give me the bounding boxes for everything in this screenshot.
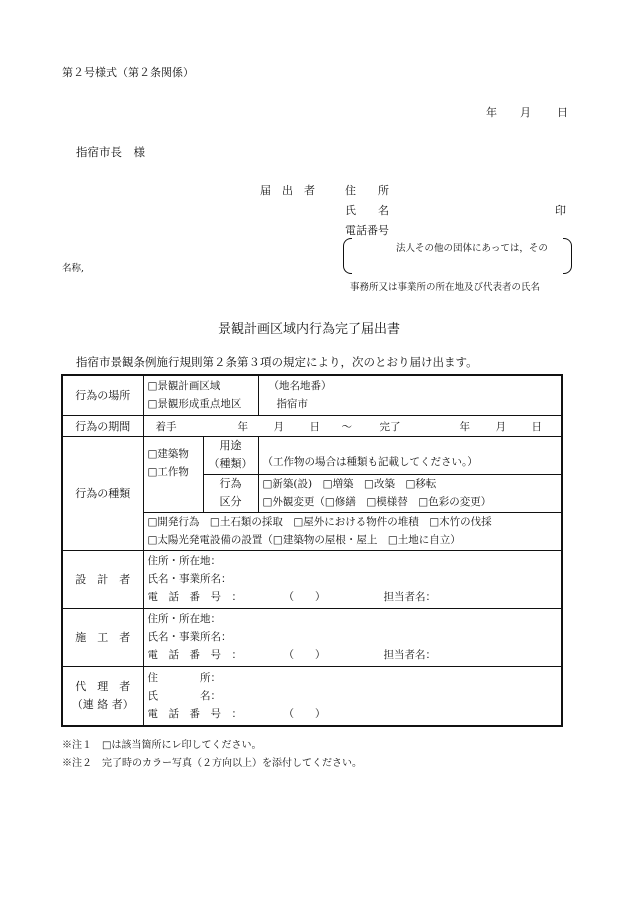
applicant-address-label: 住 所 xyxy=(345,184,389,197)
seal-mark: 印 xyxy=(555,204,566,217)
period-end-year: 年 xyxy=(459,420,470,433)
row-contractor xyxy=(62,608,562,666)
designer-cell xyxy=(143,550,562,608)
row-period xyxy=(62,415,562,436)
agent-phone: 電 話 番 号 ： xyxy=(147,707,242,720)
agent-label-1: 代 理 者 xyxy=(75,679,131,693)
contractor-label: 施 工 者 xyxy=(62,608,143,666)
other-acts-line1[interactable]: □開発行為 □土石類の採取 □屋外における物件の堆積 □木竹の伐採 xyxy=(147,516,492,528)
contractor-phone-paren: （ ） xyxy=(283,649,326,661)
contractor-address[interactable]: 住所・所在地： xyxy=(147,613,221,625)
applicant-label: 届 出 者 xyxy=(260,184,315,197)
designer-phone-paren: （ ） xyxy=(283,591,326,603)
period-tilde: ～ xyxy=(341,420,352,433)
row-agent xyxy=(62,666,562,726)
form-number: 第２号様式（第２条関係） xyxy=(62,66,194,79)
act-options-cell xyxy=(258,474,562,512)
agent-label-2: （連 絡 者） xyxy=(71,697,134,711)
date-year: 年 xyxy=(486,106,497,119)
designer-address[interactable]: 住所・所在地： xyxy=(147,555,221,567)
location-address-cell xyxy=(258,375,562,415)
act-options-line2[interactable]: □外観変更（□修繕 □模様替 □色彩の変更） xyxy=(262,496,492,508)
contractor-cell xyxy=(143,608,562,666)
applicant-name-label: 氏 名 xyxy=(345,204,389,217)
location-address-value[interactable]: 指宿市 xyxy=(276,398,309,411)
period-label: 行為の期間 xyxy=(62,415,143,436)
type-building[interactable]: □建築物 xyxy=(147,447,189,460)
act-label-cell xyxy=(203,474,258,512)
location-opt-priority-district[interactable]: □景観形成重点地区 xyxy=(147,398,242,411)
location-opt-plan-area[interactable]: □景観計画区域 xyxy=(147,380,221,393)
contractor-name[interactable]: 氏名・事業所名： xyxy=(147,631,232,643)
agent-cell xyxy=(143,666,562,726)
use-label-1: 用途 xyxy=(219,439,242,452)
note-bracket-right xyxy=(563,238,572,274)
row-designer xyxy=(62,550,562,608)
period-end-month: 月 xyxy=(495,420,506,433)
period-start-label: 着手 xyxy=(155,420,177,433)
designer-phone-line[interactable] xyxy=(148,588,558,606)
type-category-cell xyxy=(143,436,203,512)
period-start-month: 月 xyxy=(273,420,284,433)
period-start-day: 日 xyxy=(309,420,320,433)
agent-address[interactable]: 住 所： xyxy=(147,671,221,684)
period-start-year: 年 xyxy=(237,420,248,433)
designer-phone: 電 話 番 号 ： xyxy=(147,591,242,603)
location-label: 行為の場所 xyxy=(62,375,143,415)
use-label-2: （種類） xyxy=(208,457,253,470)
date-day: 日 xyxy=(557,106,568,119)
act-label-1: 行為 xyxy=(219,477,242,490)
contractor-contact: 担当者名： xyxy=(383,649,436,661)
applicant-note-line2: 事務所又は事業所の所在地及び代表者の氏名 xyxy=(350,282,541,293)
applicant-note-part1: 法人その他の団体にあっては，その xyxy=(396,243,548,254)
period-end-label: 完了 xyxy=(379,420,401,433)
contractor-phone-line[interactable] xyxy=(148,646,558,664)
intro-text: 指宿市景観条例施行規則第２条第３項の規定により，次のとおり届け出ます。 xyxy=(76,355,478,369)
agent-phone-paren: （ ） xyxy=(283,707,326,720)
footnote-1: ※注１ □は該当箇所にレ印してください。 xyxy=(62,740,262,751)
use-note: （工作物の場合は種類も記載してください。） xyxy=(262,455,478,468)
designer-name[interactable]: 氏名・事業所名： xyxy=(147,573,232,585)
designer-contact: 担当者名： xyxy=(383,591,436,603)
other-acts-cell xyxy=(143,512,562,550)
note-bracket-left xyxy=(343,238,352,274)
notification-table xyxy=(61,374,563,727)
type-label: 行為の種類 xyxy=(62,436,143,550)
designer-label: 設 計 者 xyxy=(62,550,143,608)
period-end-day: 日 xyxy=(531,420,542,433)
row-location xyxy=(62,375,562,415)
agent-label-cell xyxy=(62,666,143,726)
location-address-label: （地名地番） xyxy=(268,380,332,393)
date-month: 月 xyxy=(520,106,531,119)
act-options-line1[interactable]: □新築(設) □増築 □改築 □移転 xyxy=(262,478,437,490)
period-cell[interactable] xyxy=(143,415,562,436)
agent-name[interactable]: 氏 名： xyxy=(147,689,221,702)
applicant-phone-label: 電話番号 xyxy=(345,224,389,237)
document-title: 景観計画区域内行為完了届出書 xyxy=(218,322,401,337)
other-acts-line2[interactable]: □太陽光発電設備の設置（□建築物の屋根・屋上 □土地に自立） xyxy=(147,534,461,546)
footnote-2: ※注２ 完了時のカラー写真（２方向以上）を添付してください。 xyxy=(62,758,362,769)
addressee: 指宿市長 様 xyxy=(76,145,145,159)
contractor-phone: 電 話 番 号 ： xyxy=(147,649,242,661)
applicant-note-part2: 名称, xyxy=(62,263,85,274)
row-type-use xyxy=(62,436,562,474)
use-note-cell[interactable] xyxy=(258,436,562,474)
location-options xyxy=(143,375,258,415)
act-label-2: 区分 xyxy=(219,495,242,508)
type-structure[interactable]: □工作物 xyxy=(147,465,189,478)
agent-phone-line[interactable] xyxy=(148,705,558,723)
use-label-cell xyxy=(203,436,258,474)
